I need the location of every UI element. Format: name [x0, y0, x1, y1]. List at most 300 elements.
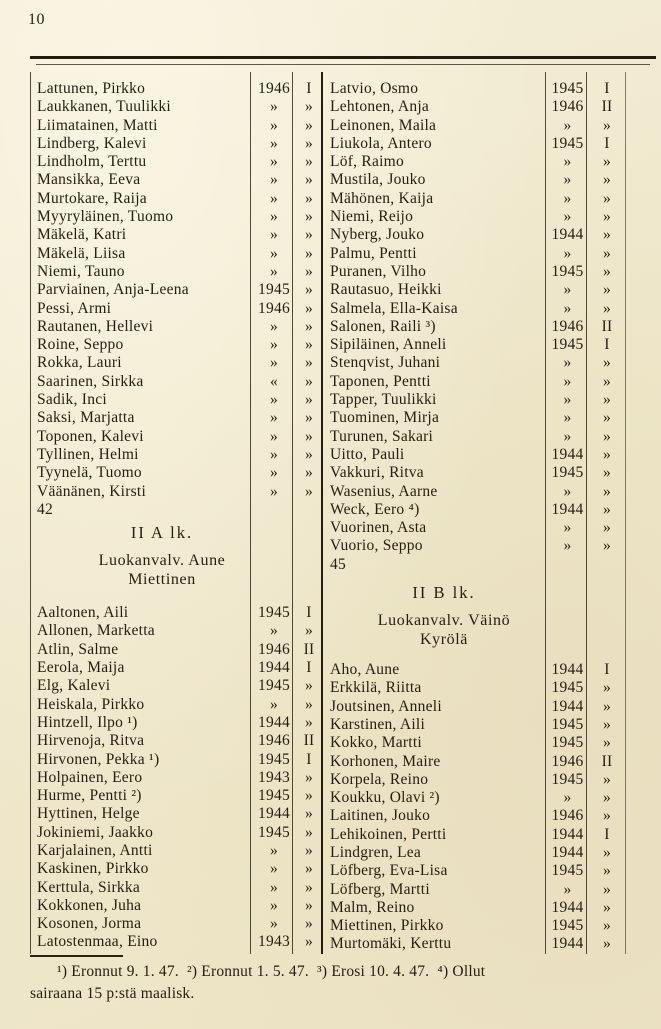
table-row: [30, 860, 323, 878]
student-list-right-top: [323, 80, 626, 574]
student-name: Mustila, Jouko: [330, 171, 426, 189]
entry-year: »: [270, 189, 278, 207]
student-name: Koukku, Olavi ²): [330, 789, 440, 807]
entry-year: 1945: [551, 770, 584, 788]
student-name: Wasenius, Aarne: [330, 482, 438, 500]
table-row: [323, 519, 626, 537]
student-name: Sipiläinen, Anneli: [330, 336, 447, 354]
table-row: [30, 98, 323, 116]
class-numeral: »: [603, 226, 611, 244]
class-numeral: »: [603, 262, 611, 280]
table-row: [30, 171, 323, 189]
table-row: [323, 428, 626, 446]
student-name: Kosonen, Jorma: [37, 915, 142, 933]
table-row: [323, 771, 626, 789]
class-numeral: »: [603, 171, 611, 189]
student-name: Salmela, Ella-Kaisa: [330, 299, 458, 317]
footnotes: [30, 961, 636, 1004]
class-numeral: »: [305, 915, 313, 933]
student-name: Sadik, Inci: [37, 391, 107, 409]
column-divider-grade-right: [586, 72, 587, 954]
student-name: Miettinen, Pirkko: [330, 917, 444, 935]
class-numeral: »: [603, 697, 611, 715]
student-name: Lindholm, Terttu: [37, 153, 147, 171]
student-name: Leinonen, Maila: [330, 116, 437, 134]
student-name: Latostenmaa, Eino: [37, 933, 158, 951]
student-name: Karstinen, Aili: [330, 715, 426, 733]
student-name: Atlin, Salme: [37, 640, 119, 658]
class-numeral: »: [603, 898, 611, 916]
entry-year: 1946: [258, 299, 290, 317]
table-row: [30, 933, 323, 951]
table-row: [30, 464, 323, 482]
student-name: Nyberg, Jouko: [330, 226, 425, 244]
student-name: Weck, Eero ⁴): [330, 500, 420, 518]
class-numeral: »: [305, 878, 313, 896]
table-row: [323, 537, 626, 555]
student-name: Hurme, Pentti ²): [37, 787, 142, 805]
entry-year: 1944: [551, 445, 584, 463]
student-name: Lindberg, Kalevi: [37, 134, 147, 152]
entry-year: 1944: [551, 843, 584, 861]
table-row: [30, 318, 323, 336]
entry-year: »: [270, 482, 278, 500]
student-name: Heiskala, Pirkko: [37, 695, 145, 713]
table-row: [30, 117, 323, 135]
student-name: Salonen, Raili ³): [330, 317, 436, 335]
student-name: Liimatainen, Matti: [37, 116, 158, 134]
table-row: [323, 881, 626, 899]
entry-year: 1945: [258, 750, 290, 768]
table-border-left: [30, 72, 31, 954]
student-list-left-top: [30, 80, 323, 519]
table-row: [323, 263, 626, 281]
class-numeral: [588, 556, 626, 574]
table-row: [30, 677, 323, 695]
entry-year: »: [270, 464, 278, 482]
table-row: [323, 446, 626, 464]
student-name: Turunen, Sakari: [330, 427, 434, 445]
supervisor-line-1: Luokanvalv. Aune: [98, 552, 226, 570]
entry-year: »: [270, 208, 278, 226]
footnote-line-2: sairaana 15 p:stä maalisk.: [30, 984, 195, 1002]
student-name: Vuorio, Seppo: [330, 537, 423, 555]
class-numeral: »: [305, 98, 313, 116]
class-numeral: »: [603, 427, 611, 445]
table-row: [323, 679, 626, 697]
student-name: Löf, Raimo: [330, 153, 404, 171]
class-numeral: »: [305, 677, 313, 695]
table-row: [323, 807, 626, 825]
student-name: 45: [330, 555, 346, 573]
register-column-right: [323, 72, 626, 954]
table-row: [323, 336, 626, 354]
student-name: Karjalainen, Antti: [37, 841, 153, 859]
class-numeral: »: [603, 789, 611, 807]
class-numeral: »: [603, 445, 611, 463]
class-numeral: I: [306, 659, 312, 677]
table-row: [323, 80, 626, 98]
table-row: [323, 935, 626, 953]
class-numeral: »: [603, 807, 611, 825]
entry-year: [547, 556, 588, 574]
entry-year: 1943: [258, 768, 290, 786]
table-row: [30, 641, 323, 659]
entry-year: 1945: [551, 734, 584, 752]
table-row: [30, 446, 323, 464]
entry-year: »: [563, 116, 572, 134]
student-name: Jokiniemi, Jaakko: [37, 823, 154, 841]
class-numeral: »: [603, 519, 611, 537]
entry-year: »: [563, 789, 572, 807]
table-row: [30, 897, 323, 915]
table-row: [323, 844, 626, 862]
table-row: [323, 698, 626, 716]
entry-year: 1946: [551, 807, 584, 825]
entry-year: »: [270, 244, 278, 262]
student-name: Lindgren, Lea: [330, 843, 422, 861]
table-row: [323, 734, 626, 752]
class-numeral: »: [305, 354, 313, 372]
class-numeral: »: [305, 622, 313, 640]
student-name: Kerttula, Sirkka: [37, 878, 141, 896]
table-border-right: [625, 72, 626, 954]
student-name: Vuorinen, Asta: [330, 519, 427, 537]
student-name: Hintzell, Ilpo ¹): [37, 713, 138, 731]
entry-year: 1945: [258, 604, 290, 622]
table-row: [30, 879, 323, 897]
table-row: [30, 787, 323, 805]
class-numeral: »: [305, 317, 313, 335]
entry-year: 1945: [551, 134, 584, 152]
header-rule-thin: [36, 64, 650, 65]
student-name: Joutsinen, Anneli: [330, 697, 442, 715]
entry-year: 1945: [551, 917, 584, 935]
student-name: Eerola, Maija: [37, 659, 125, 677]
class-numeral: I: [604, 80, 610, 97]
class-numeral: »: [305, 787, 313, 805]
student-name: Tapper, Tuulikki: [330, 391, 437, 409]
table-row: [30, 391, 323, 409]
entry-year: »: [270, 841, 278, 859]
entry-year: »: [270, 445, 278, 463]
student-name: Korhonen, Maire: [330, 752, 441, 770]
entry-year: 1945: [551, 715, 584, 733]
table-row: [30, 915, 323, 933]
entry-year: 1944: [551, 500, 584, 518]
entry-year: »: [270, 915, 278, 933]
student-name: Lattunen, Pirkko: [37, 80, 146, 97]
student-name: Vakkuri, Ritva: [330, 464, 424, 482]
student-name: Murtokare, Raija: [37, 189, 147, 207]
entry-year: »: [563, 354, 572, 372]
student-name: Elg, Kalevi: [37, 677, 111, 695]
entry-year: »: [563, 880, 572, 898]
table-row: [30, 805, 323, 823]
table-row: [323, 135, 626, 153]
table-row: [323, 483, 626, 501]
class-numeral: II: [303, 732, 315, 750]
class-numeral: »: [305, 372, 313, 390]
table-row: [323, 501, 626, 519]
class-numeral: »: [305, 281, 313, 299]
class-numeral: »: [603, 770, 611, 788]
table-row: [323, 190, 626, 208]
entry-year: »: [563, 171, 572, 189]
student-name: Rautasuo, Heikki: [330, 281, 442, 299]
student-name: Mäkelä, Liisa: [37, 244, 126, 262]
student-name: Erkkilä, Riitta: [330, 679, 422, 697]
table-row: [323, 153, 626, 171]
class-numeral: »: [603, 299, 611, 317]
class-numeral: »: [603, 880, 611, 898]
table-row: [323, 862, 626, 880]
class-numeral: »: [305, 841, 313, 859]
supervisor-line-1: Luokanvalv. Väinö: [377, 612, 511, 630]
table-row: [323, 245, 626, 263]
class-numeral: »: [603, 482, 611, 500]
student-name: Saksi, Marjatta: [37, 409, 135, 427]
entry-year: 1945: [551, 862, 584, 880]
entry-year: »: [270, 171, 278, 189]
class-numeral: I: [604, 661, 610, 679]
class-numeral: »: [603, 862, 611, 880]
entry-year: 1944: [258, 713, 290, 731]
class-numeral: »: [305, 153, 313, 171]
student-name: Pessi, Armi: [37, 299, 112, 317]
table-row: [30, 604, 323, 622]
table-row: [30, 732, 323, 750]
class-numeral: »: [603, 354, 611, 372]
entry-year: »: [270, 896, 278, 914]
table-row: [30, 208, 323, 226]
header-rule-thick: [30, 56, 656, 59]
entry-year: 1946: [551, 752, 584, 770]
section-heading-iib: II B lk.: [412, 583, 476, 603]
entry-year: »: [563, 427, 572, 445]
student-name: Murtomäki, Kerttu: [330, 935, 452, 953]
table-row: [323, 409, 626, 427]
student-name: Laukkanen, Tuulikki: [37, 98, 171, 116]
student-name: Liukola, Antero: [330, 134, 432, 152]
class-numeral: »: [603, 189, 611, 207]
table-row: [30, 501, 323, 519]
entry-year: 1946: [258, 80, 290, 97]
entry-year: 1945: [551, 80, 584, 97]
table-row: [30, 300, 323, 318]
table-row: [323, 716, 626, 734]
entry-year: »: [563, 208, 572, 226]
class-numeral: »: [305, 482, 313, 500]
entry-year: »: [563, 281, 572, 299]
entry-year: »: [270, 695, 278, 713]
class-numeral: »: [603, 409, 611, 427]
entry-year: »: [270, 878, 278, 896]
entry-year: 1945: [258, 787, 290, 805]
entry-year: 1945: [551, 679, 584, 697]
table-row: [30, 769, 323, 787]
class-numeral: »: [305, 445, 313, 463]
entry-year: »: [270, 354, 278, 372]
student-name: Malm, Reino: [330, 898, 415, 916]
class-numeral: »: [603, 715, 611, 733]
column-divider-grade-left: [292, 72, 293, 954]
class-numeral: »: [305, 768, 313, 786]
class-numeral: »: [305, 299, 313, 317]
class-numeral: »: [305, 896, 313, 914]
table-row: [30, 373, 323, 391]
table-row: [323, 464, 626, 482]
table-row: [30, 622, 323, 640]
entry-year: »: [270, 860, 278, 878]
class-numeral: I: [604, 825, 610, 843]
class-numeral: »: [305, 823, 313, 841]
entry-year: 1944: [551, 697, 584, 715]
class-numeral: »: [603, 464, 611, 482]
entry-year: »: [563, 244, 572, 262]
table-row: [323, 318, 626, 336]
column-divider-year-left: [250, 72, 251, 954]
student-name: Allonen, Marketta: [37, 622, 155, 640]
student-list-right-bottom: [323, 661, 626, 954]
class-numeral: »: [603, 537, 611, 555]
student-name: 42: [37, 500, 53, 518]
entry-year: »: [563, 519, 572, 537]
entry-year: »: [270, 427, 278, 445]
entry-year: »: [270, 134, 278, 152]
table-row: [323, 354, 626, 372]
entry-year: 1945: [258, 677, 290, 695]
student-name: Aho, Aune: [330, 661, 400, 679]
register-column-left: [30, 72, 323, 954]
entry-year: 1944: [551, 898, 584, 916]
class-numeral: »: [305, 262, 313, 280]
class-numeral: »: [305, 860, 313, 878]
entry-year: »: [270, 116, 278, 134]
student-name: Mähönen, Kaija: [330, 189, 434, 207]
entry-year: «: [270, 372, 278, 390]
table-row: [323, 826, 626, 844]
student-name: Holpainen, Eero: [37, 768, 143, 786]
entry-year: 1945: [551, 262, 584, 280]
student-name: Niemi, Tauno: [37, 262, 125, 280]
table-row: [323, 300, 626, 318]
student-name: Hirvenoja, Ritva: [37, 732, 145, 750]
column-divider-year-right: [545, 72, 546, 954]
entry-year: 1944: [551, 825, 584, 843]
entry-year: 1944: [551, 661, 584, 679]
class-numeral: II: [601, 98, 613, 116]
student-name: Hirvonen, Pekka ¹): [37, 750, 160, 768]
student-name: Niemi, Reijo: [330, 208, 414, 226]
class-numeral: »: [305, 226, 313, 244]
student-name: Stenqvist, Juhani: [330, 354, 441, 372]
footnote-rule: [30, 955, 123, 957]
student-name: Kaskinen, Pirkko: [37, 860, 149, 878]
table-row: [30, 153, 323, 171]
entry-year: »: [563, 153, 572, 171]
class-numeral: II: [601, 317, 613, 335]
class-numeral: »: [305, 409, 313, 427]
entry-year: 1946: [551, 317, 584, 335]
table-row: [323, 661, 626, 679]
table-row: [30, 263, 323, 281]
student-name: Aaltonen, Aili: [37, 604, 129, 622]
entry-year: »: [270, 391, 278, 409]
class-numeral: I: [306, 750, 312, 768]
entry-year: »: [270, 153, 278, 171]
entry-year: 1943: [258, 933, 290, 951]
entry-year: 1945: [258, 823, 290, 841]
entry-year: »: [563, 482, 572, 500]
table-row: [323, 753, 626, 771]
student-name: Rokka, Lauri: [37, 354, 122, 372]
student-name: Kokko, Martti: [330, 734, 422, 752]
student-name: Parviainen, Anja-Leena: [37, 281, 189, 299]
table-row: [323, 373, 626, 391]
footnote-line-1: ¹) Eronnut 9. 1. 47. ²) Eronnut 1. 5. 47. ³) Erosi 10. 4. 47. ⁴) Ollut: [57, 963, 486, 980]
entry-year: 1946: [551, 98, 584, 116]
class-numeral: »: [305, 933, 313, 951]
entry-year: »: [563, 391, 572, 409]
class-numeral: »: [603, 679, 611, 697]
class-numeral: I: [306, 80, 312, 97]
entry-year: »: [270, 98, 278, 116]
entry-year: »: [563, 409, 572, 427]
table-row: [323, 98, 626, 116]
student-name: Korpela, Reino: [330, 770, 429, 788]
class-numeral: »: [305, 391, 313, 409]
student-name: Roine, Seppo: [37, 336, 124, 354]
entry-year: »: [270, 262, 278, 280]
class-numeral: »: [603, 153, 611, 171]
table-row: [30, 659, 323, 677]
table-row: [30, 751, 323, 769]
class-numeral: »: [603, 843, 611, 861]
entry-year: 1945: [551, 464, 584, 482]
student-name: Puranen, Vilho: [330, 262, 427, 280]
table-row: [30, 409, 323, 427]
class-numeral: »: [305, 134, 313, 152]
student-name: Latvio, Osmo: [330, 80, 419, 97]
table-row: [30, 336, 323, 354]
class-numeral: »: [603, 734, 611, 752]
student-name: Kokkonen, Juha: [37, 896, 142, 914]
class-numeral: »: [305, 427, 313, 445]
entry-year: 1945: [551, 336, 584, 354]
entry-year: 1944: [551, 226, 584, 244]
class-numeral: »: [305, 695, 313, 713]
student-name: Löfberg, Martti: [330, 880, 430, 898]
class-numeral: »: [603, 935, 611, 953]
table-row: [323, 917, 626, 935]
table-row: [323, 117, 626, 135]
page-number: 10: [28, 11, 45, 28]
class-numeral: II: [601, 752, 613, 770]
class-numeral: »: [603, 244, 611, 262]
entry-year: 1946: [258, 640, 290, 658]
student-name: Saarinen, Sirkka: [37, 372, 144, 390]
table-row: [30, 135, 323, 153]
class-numeral: »: [603, 208, 611, 226]
entry-year: 1944: [551, 935, 584, 953]
table-row: [323, 899, 626, 917]
class-supervisor-iia: [30, 552, 294, 589]
class-numeral: [295, 501, 323, 519]
class-numeral: »: [305, 208, 313, 226]
table-row: [30, 428, 323, 446]
student-name: Uitto, Pauli: [330, 445, 405, 463]
